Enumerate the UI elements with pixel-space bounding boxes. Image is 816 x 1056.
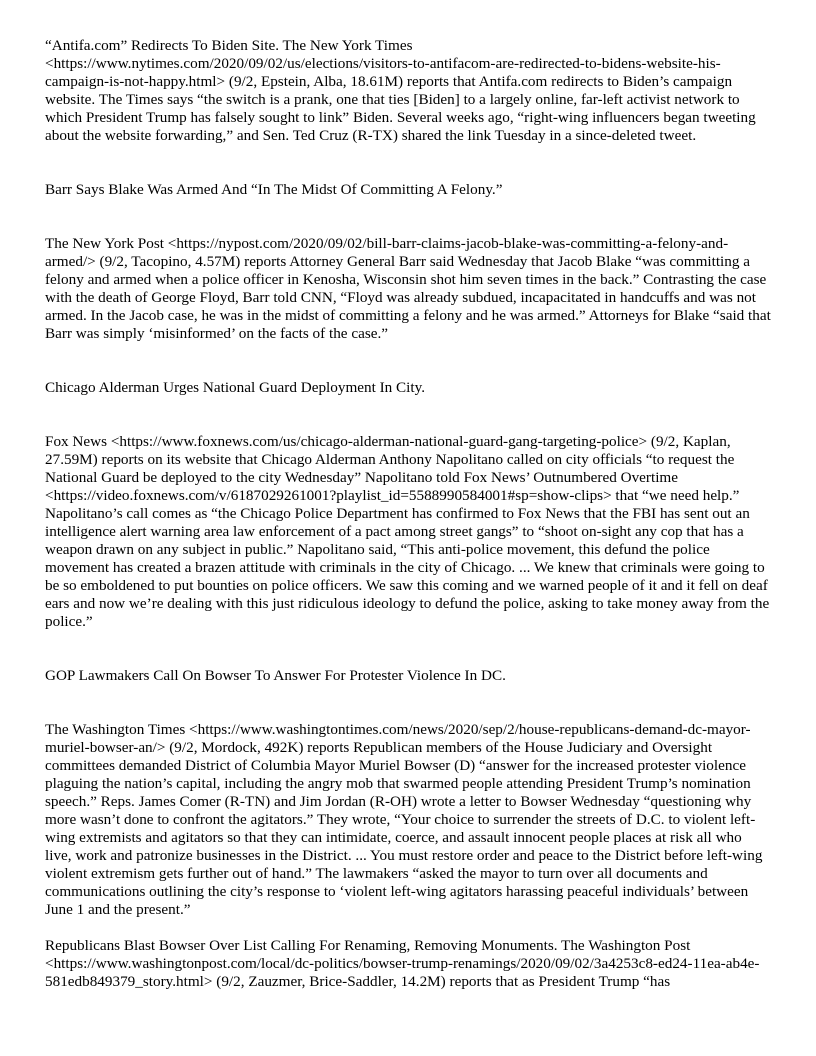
article-bowser-monuments: Republicans Blast Bowser Over List Calling For Renaming, Removing Monuments. The Washington Post <https://www.washingtonpost.com/local/dc-politics/bowser-trump-renamings/2020/09/02/3a4253c8-ed24-11ea-ab4e-581edb849379_story.html> (9/2, Zauzmer, Brice-Saddler, 14.2M) reports that as President Trump “has bbox=[45, 937, 760, 990]
paragraph-spacer bbox=[45, 631, 772, 667]
paragraph-spacer bbox=[45, 343, 772, 379]
article-gop-bowser: The Washington Times <https://www.washingtontimes.com/news/2020/sep/2/house-republicans-demand-dc-mayor-muriel-bowser-an/> (9/2, Mordock, 492K) reports Republican members of the House Judiciary and Oversight committees demanded District of Columbia Mayor Muriel Bowser (D) “answer for the increased protester violence plaguing the nation’s capital, including the angry mob that swarmed people attending President Trump’s nomination speech.” Reps. James Comer (R-TN) and Jim Jordan (R-OH) wrote a letter to Bowser Wednesday “questioning why more wasn’t done to confront the agitators.” They wrote, “Your choice to surrender the streets of D.C. to violent left-wing extremists and agitators so that they can intimidate, coerce, and assault innocent people places at risk all who live, work and patronize businesses in the District. ... You must restore order and peace to the District before left-wing violent extremism gets further out of hand.” The lawmakers “asked the mayor to turn over all documents and communications outlining the city’s response to ‘violent left-wing agitators harassing peaceful individuals’ between June 1 and the present.” bbox=[45, 721, 763, 918]
article-chicago-alderman: Fox News <https://www.foxnews.com/us/chicago-alderman-national-guard-gang-targeting-police> (9/2, Kaplan, 27.59M) reports on its website that Chicago Alderman Anthony Napolitano called on city officials “to request the National Guard be deployed to the city Wednesday” Napolitano told Fox News’ Outnumbered Overtime <https://video.foxnews.com/v/6187029261001?playlist_id=5588990584001#sp=show-clips> that “we need help.” Napolitano’s call comes as “the Chicago Police Department has confirmed to Fox News that the FBI has sent out an intelligence alert warning area law enforcement of a pact among street gangs” to “shoot on-sight any cop that has a weapon drawn on any subject in public.” Napolitano said, “This anti-police movement, this defund the police movement has created a brazen attitude with criminals in the city of Chicago. ... We knew that criminals were going to be so emboldened to put bounties on police officers. We saw this coming and we warned people of it and it fell on deaf ears and now we’re dealing with this just ridiculous ideology to defund the police, asking to take money away from the police.” bbox=[45, 433, 770, 630]
headline-barr-blake: Barr Says Blake Was Armed And “In The Midst Of Committing A Felony.” bbox=[45, 181, 503, 198]
paragraph-spacer bbox=[45, 919, 772, 937]
paragraph-spacer bbox=[45, 397, 772, 433]
paragraph-spacer bbox=[45, 199, 772, 235]
paragraph-spacer bbox=[45, 685, 772, 721]
article-antifa-redirect: “Antifa.com” Redirects To Biden Site. The New York Times <https://www.nytimes.com/2020/09/02/us/elections/visitors-to-antifacom-are-redirected-to-bidens-website-his-campaign-is-not-happy.html> (9/2, Epstein, Alba, 18.61M) reports that Antifa.com redirects to Biden’s campaign website. The Times says “the switch is a prank, one that ties [Biden] to a largely online, far-left activist network to which President Trump has falsely sought to link” Biden. Several weeks ago, “right-wing influencers began tweeting about the website forwarding,” and Sen. Ted Cruz (R-TX) shared the link Tuesday in a since-deleted tweet. bbox=[45, 37, 756, 144]
headline-gop-bowser: GOP Lawmakers Call On Bowser To Answer For Protester Violence In DC. bbox=[45, 667, 506, 684]
paragraph-spacer bbox=[45, 145, 772, 181]
headline-chicago-alderman: Chicago Alderman Urges National Guard Deployment In City. bbox=[45, 379, 426, 396]
document-page bbox=[45, 37, 772, 991]
article-barr-blake: The New York Post <https://nypost.com/2020/09/02/bill-barr-claims-jacob-blake-was-committing-a-felony-and-armed/> (9/2, Tacopino, 4.57M) reports Attorney General Barr said Wednesday that Jacob Blake “was committing a felony and armed when a police officer in Kenosha, Wisconsin shot him seven times in the back.” Contrasting the case with the death of George Floyd, Barr told CNN, “Floyd was already subdued, incapacitated in handcuffs and was not armed. In the Jacob case, he was in the midst of committing a felony and he was armed.” Attorneys for Blake “said that Barr was simply ‘misinformed’ on the facts of the case.” bbox=[45, 235, 771, 342]
